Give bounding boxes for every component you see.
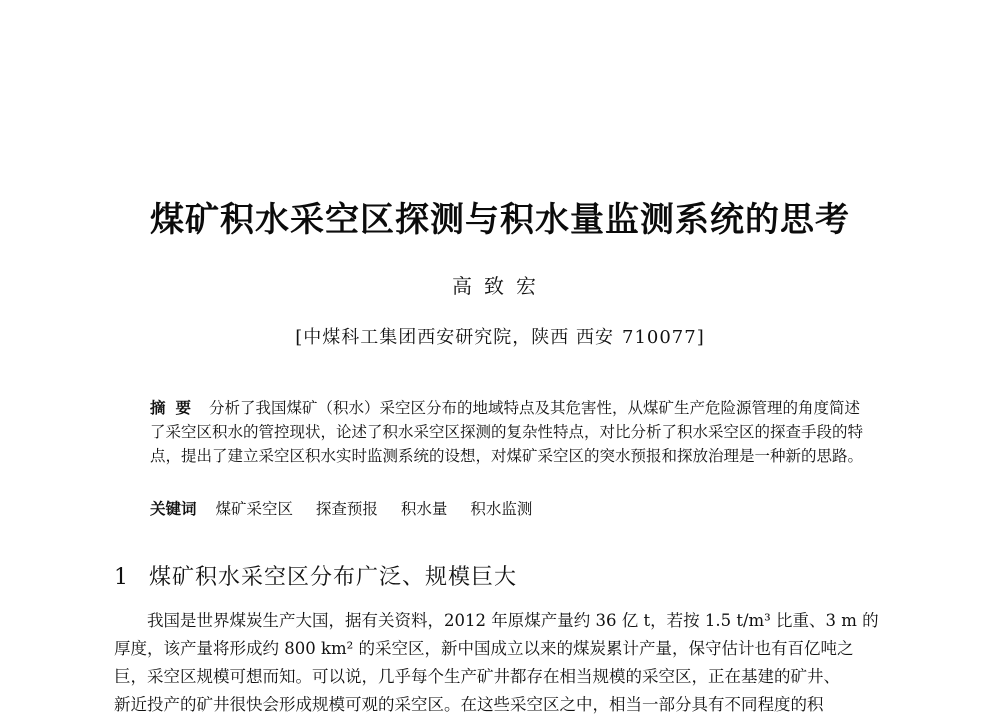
body-line: 巨，采空区规模可想而知。可以说，几乎每个生产矿井都存在相当规模的采空区，正在基建的矿井、 xyxy=(114,667,840,686)
keyword-item: 煤矿采空区 xyxy=(215,500,293,518)
keyword-item: 积水量 xyxy=(400,500,448,518)
affiliation xyxy=(0,323,1000,349)
abstract-text: 分析了我国煤矿（积水）采空区分布的地域特点及其危害性，从煤矿生产危险源管理的角度简述了采空区积水的管控现状，论述了积水采空区探测的复杂性特点，对比分析了积水采空区的探查手段的特点，提出了建立采空区积水实时监测系统的设想，对煤矿采空区的突水预报和探放治理是一种新的思路。 xyxy=(150,399,864,465)
body-line: 厚度，该产量将形成约 800 km² 的采空区，新中国成立以来的煤炭累计产量，保守估计也有百亿吨之 xyxy=(114,639,854,658)
author-name: 高致宏 xyxy=(452,274,548,298)
section-title: 煤矿积水采空区分布广泛、规模巨大 xyxy=(149,565,518,590)
body-paragraph xyxy=(114,607,894,719)
paper-title: 煤矿积水采空区探测与积水量监测系统的思考 xyxy=(150,200,850,240)
abstract xyxy=(150,396,868,468)
affiliation-text: [中煤科工集团西安研究院，陕西 西安 xyxy=(295,327,614,348)
section-heading xyxy=(114,560,517,591)
affiliation-postcode: 710077] xyxy=(622,327,705,348)
keywords-label: 关键词 xyxy=(150,500,197,518)
keyword-item: 积水监测 xyxy=(470,500,533,518)
body-line: 新近投产的矿井很快会形成规模可观的采空区。在这些采空区之中，相当一部分具有不同程度的积 xyxy=(114,695,824,714)
keywords xyxy=(150,497,868,521)
abstract-label: 摘要 xyxy=(150,399,202,417)
body-line: 我国是世界煤炭生产大国，据有关资料，2012 年原煤产量约 36 亿 t，若按 1.5 t/m³ 比重、3 m 的 xyxy=(147,611,879,630)
section-number: 1 xyxy=(114,565,129,590)
keyword-item: 探查预报 xyxy=(315,500,378,518)
